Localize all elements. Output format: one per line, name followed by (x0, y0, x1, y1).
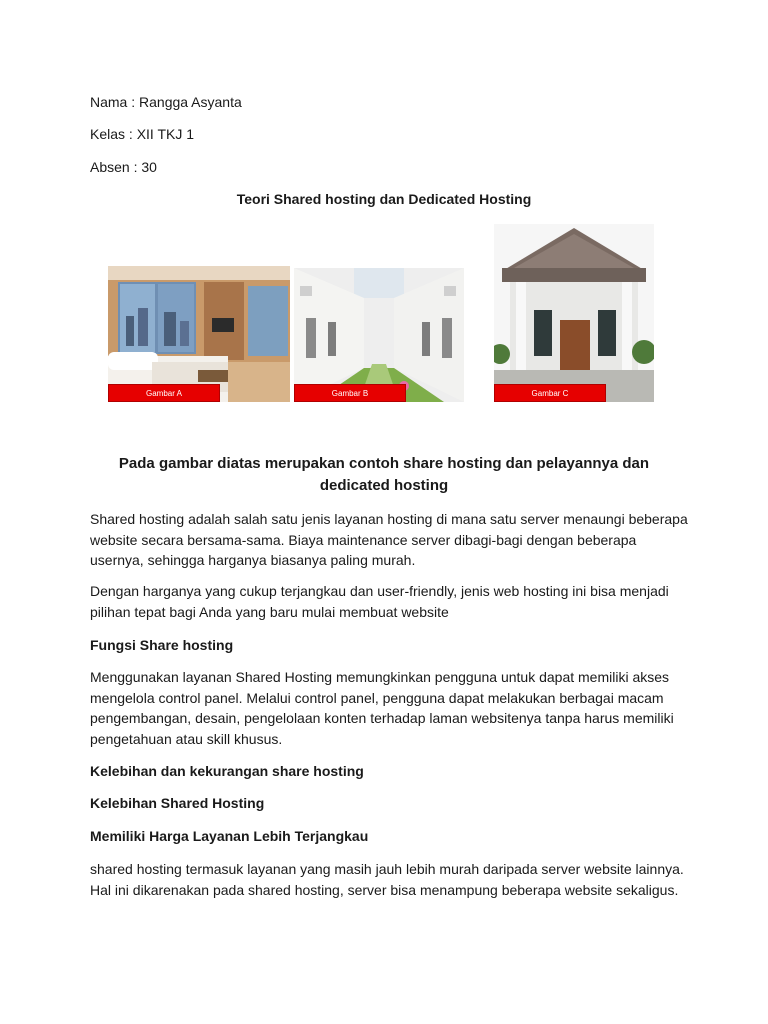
section-heading: Pada gambar diatas merupakan contoh share hosting dan pelayannya dan dedicated hosting (118, 455, 650, 494)
caption-gambar-c: Gambar C (494, 384, 606, 402)
house-exterior-image (494, 224, 654, 402)
paragraph-shared-hosting-definition: Shared hosting adalah salah satu jenis layanan hosting di mana satu server menaungi beberapa website secara bersama-sama. Biaya maintenance server dibagi-bagi dengan beberapa usernya, sehingga harganya biasanya paling murah. (90, 511, 688, 568)
subheading-fungsi: Fungsi Share hosting (90, 637, 234, 653)
document-title: Teori Shared hosting dan Dedicated Hosting (236, 191, 532, 207)
paragraph-harga: shared hosting termasuk layanan yang masih jauh lebih murah daripada server website lainnya. Hal ini dikarenakan pada shared hosting, server bisa menampung beberapa website sekaligus. (90, 861, 684, 898)
caption-gambar-a: Gambar A (108, 384, 220, 402)
paragraph-shared-hosting-price: Dengan harganya yang cukup terjangkau dan user-friendly, jenis web hosting ini bisa menjadi pilihan tepat bagi Anda yang baru mulai membuat website (90, 583, 669, 620)
image-strip (108, 224, 654, 404)
caption-gambar-b: Gambar B (294, 384, 406, 402)
hotel-room-image (108, 266, 290, 402)
subheading-harga: Memiliki Harga Layanan Lebih Terjangkau (90, 828, 369, 844)
student-number: Absen : 30 (90, 159, 157, 175)
student-class: Kelas : XII TKJ 1 (90, 126, 195, 142)
subheading-kelebihan: Kelebihan Shared Hosting (90, 795, 265, 811)
student-name: Nama : Rangga Asyanta (90, 94, 242, 110)
boarding-house-corridor-image (294, 268, 464, 402)
paragraph-fungsi: Menggunakan layanan Shared Hosting memungkinkan pengguna untuk dapat memiliki akses mengelola control panel. Melalui control panel, pengguna dapat melakukan berbagai macam pengembangan, desain, pengelolaan konten terhadap laman websitenya tanpa harus memiliki pengetahuan atau skill khusus. (90, 669, 674, 747)
subheading-kelebihan-kekurangan: Kelebihan dan kekurangan share hosting (90, 763, 364, 779)
